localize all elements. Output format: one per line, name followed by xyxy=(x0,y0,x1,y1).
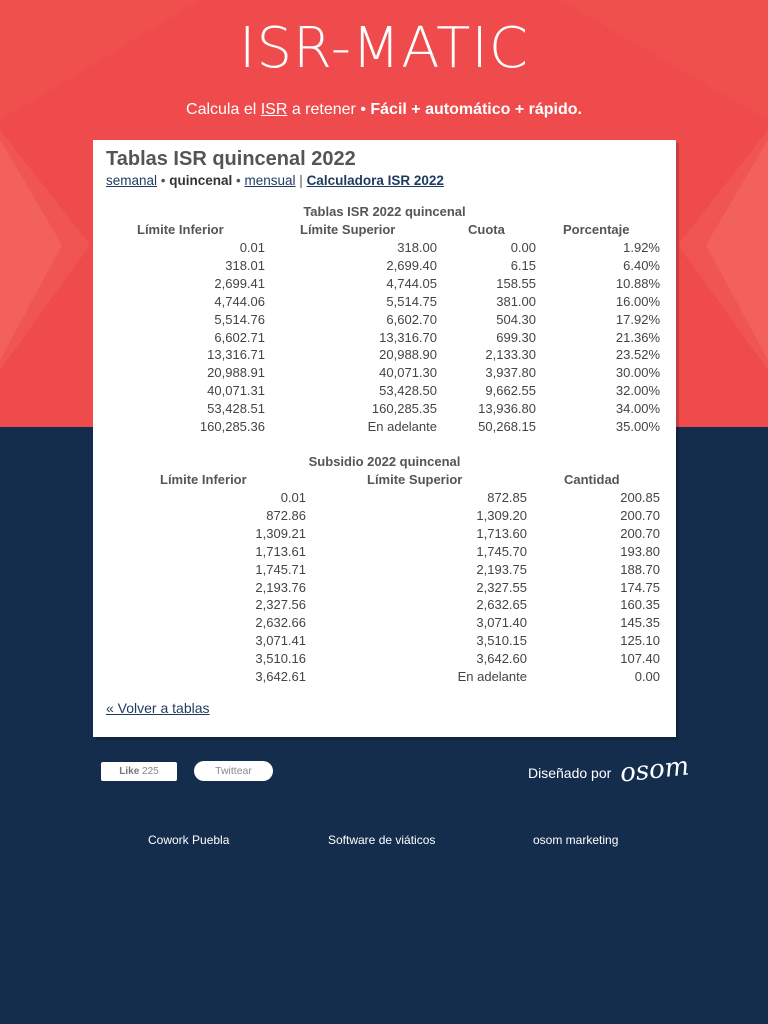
isr-cell: 13,316.71 xyxy=(207,347,265,363)
subsidio-cell: 1,745.70 xyxy=(476,543,527,559)
isr-cell: 381.00 xyxy=(496,293,536,309)
isr-cell: 158.55 xyxy=(496,275,536,291)
isr-cell: 17.92% xyxy=(615,311,660,327)
subsidio-cell: 145.35 xyxy=(620,615,660,631)
isr-cell: 3,937.80 xyxy=(485,365,536,381)
nav-separator: | xyxy=(295,173,307,188)
isr-cell: En adelante xyxy=(367,419,437,434)
subsidio-cell: 3,071.41 xyxy=(255,633,306,649)
like-label: Like xyxy=(119,766,140,777)
osom-logo[interactable]: osom xyxy=(618,751,691,789)
isr-cell: 1.92% xyxy=(623,240,660,255)
isr-cell: 318.00 xyxy=(397,240,437,255)
isr-cell: 21.36% xyxy=(615,329,660,345)
isr-cell: 6.40% xyxy=(623,257,660,273)
facebook-like-button[interactable] xyxy=(101,762,177,781)
subsidio-cell: 3,642.61 xyxy=(255,669,306,684)
isr-cell: 10.88% xyxy=(615,275,660,291)
calculadora-link[interactable]: Calculadora ISR 2022 xyxy=(306,173,444,188)
nav-semanal-link[interactable]: semanal xyxy=(106,173,158,188)
subsidio-cell: 3,510.15 xyxy=(476,633,527,649)
subsidio-cell: 2,632.65 xyxy=(476,597,527,613)
isr-cell: 160,285.35 xyxy=(371,401,437,417)
isr-cell: 35.00% xyxy=(615,419,660,434)
isr-cell: 2,699.41 xyxy=(214,275,265,291)
nav-mensual-link[interactable]: mensual xyxy=(244,173,296,188)
isr-cell: 53,428.51 xyxy=(207,401,265,417)
subsidio-cell: 160.35 xyxy=(620,597,660,613)
subsidio-cell: 872.86 xyxy=(266,507,306,523)
logo[interactable]: ISR-MATIC xyxy=(238,16,529,81)
subsidio-cell: 2,632.66 xyxy=(255,615,306,631)
isr-cell: 6.15 xyxy=(510,257,536,273)
subsidio-cell: 200.70 xyxy=(620,507,660,523)
subsidio-cell: 193.80 xyxy=(620,543,660,559)
subsidio-cell: 1,713.60 xyxy=(476,525,527,541)
subsidio-cell: 2,193.75 xyxy=(476,561,527,577)
subsidio-cell: 188.70 xyxy=(620,561,660,577)
subsidio-cell: 3,071.40 xyxy=(476,615,527,631)
back-to-tables-link[interactable]: « Volver a tablas xyxy=(106,700,210,716)
subsidio-cell: 125.10 xyxy=(620,633,660,649)
isr-cell: 4,744.06 xyxy=(214,293,265,309)
subsidio-cell: 200.70 xyxy=(620,525,660,541)
isr-cell: 6,602.71 xyxy=(214,329,265,345)
like-count: 225 xyxy=(142,766,159,777)
nav-quincenal-current: quincenal xyxy=(169,173,233,188)
subsidio-cell: En adelante xyxy=(457,669,527,684)
isr-cell: 318.01 xyxy=(225,257,265,273)
isr-cell: 5,514.75 xyxy=(386,293,437,309)
subsidio-cell: 107.40 xyxy=(620,651,660,667)
subsidio-header-limite-superior: Límite Superior xyxy=(367,472,463,487)
isr-cell: 32.00% xyxy=(615,383,660,399)
isr-cell: 504.30 xyxy=(496,311,536,327)
subsidio-header-limite-inferior: Límite Inferior xyxy=(160,472,247,487)
subsidio-cell: 872.85 xyxy=(487,490,527,505)
isr-cell: 50,268.15 xyxy=(478,419,536,434)
subsidio-cell: 2,327.56 xyxy=(255,597,306,613)
isr-cell: 20,988.90 xyxy=(379,347,437,363)
isr-cell: 40,071.31 xyxy=(207,383,265,399)
footer-link-software[interactable]: Software de viáticos xyxy=(328,833,436,847)
isr-table-caption: Tablas ISR 2022 quincenal xyxy=(303,204,466,219)
subsidio-cell: 3,510.16 xyxy=(255,651,306,667)
isr-cell: 160,285.36 xyxy=(199,419,265,434)
subsidio-cell: 3,642.60 xyxy=(476,651,527,667)
tagline-mid: a retener • xyxy=(287,101,371,118)
period-nav xyxy=(106,173,444,188)
isr-header-limite-inferior: Límite Inferior xyxy=(137,222,224,237)
isr-cell: 2,699.40 xyxy=(386,257,437,273)
subsidio-header-cantidad: Cantidad xyxy=(564,472,620,487)
nav-separator: • xyxy=(157,173,170,188)
footer-link-osom-marketing[interactable]: osom marketing xyxy=(533,833,619,847)
subsidio-cell: 0.00 xyxy=(634,669,660,684)
isr-cell: 20,988.91 xyxy=(207,365,265,381)
tables-card xyxy=(93,140,676,737)
subsidio-cell: 2,327.55 xyxy=(476,579,527,595)
isr-header-porcentaje: Porcentaje xyxy=(563,222,630,237)
isr-header-limite-superior: Límite Superior xyxy=(300,222,396,237)
subsidio-cell: 1,309.21 xyxy=(255,525,306,541)
isr-cell: 6,602.70 xyxy=(386,311,437,327)
isr-cell: 34.00% xyxy=(615,401,660,417)
isr-cell: 13,316.70 xyxy=(379,329,437,345)
tagline-bold: Fácil + automático + rápido. xyxy=(370,101,582,118)
subsidio-cell: 174.75 xyxy=(620,579,660,595)
subsidio-cell: 2,193.76 xyxy=(255,579,306,595)
isr-cell: 16.00% xyxy=(615,293,660,309)
page-title: Tablas ISR quincenal 2022 xyxy=(106,148,356,170)
subsidio-cell: 1,713.61 xyxy=(255,543,306,559)
isr-cell: 5,514.76 xyxy=(214,311,265,327)
isr-cell: 4,744.05 xyxy=(386,275,437,291)
isr-cell: 13,936.80 xyxy=(478,401,536,417)
isr-cell: 30.00% xyxy=(615,365,660,381)
isr-cell: 2,133.30 xyxy=(485,347,536,363)
footer-link-cowork[interactable]: Cowork Puebla xyxy=(148,833,230,847)
isr-cell: 0.01 xyxy=(239,240,265,255)
subsidio-cell: 1,745.71 xyxy=(255,561,306,577)
nav-separator: • xyxy=(232,173,245,188)
isr-header-cuota: Cuota xyxy=(468,222,505,237)
tweet-button[interactable]: Twittear xyxy=(194,761,273,781)
isr-cell: 699.30 xyxy=(496,329,536,345)
subsidio-cell: 200.85 xyxy=(620,490,660,505)
isr-cell: 23.52% xyxy=(615,347,660,363)
subsidio-table-caption: Subsidio 2022 quincenal xyxy=(308,454,461,469)
isr-cell: 9,662.55 xyxy=(485,383,536,399)
designed-by-label: Diseñado por xyxy=(528,765,612,781)
isr-cell: 0.00 xyxy=(510,240,536,255)
isr-link[interactable]: ISR xyxy=(260,101,288,118)
isr-cell: 40,071.30 xyxy=(379,365,437,381)
tagline xyxy=(0,101,768,119)
subsidio-cell: 1,309.20 xyxy=(476,507,527,523)
subsidio-cell: 0.01 xyxy=(280,490,306,505)
tagline-pre: Calcula el xyxy=(186,101,261,118)
isr-cell: 53,428.50 xyxy=(379,383,437,399)
